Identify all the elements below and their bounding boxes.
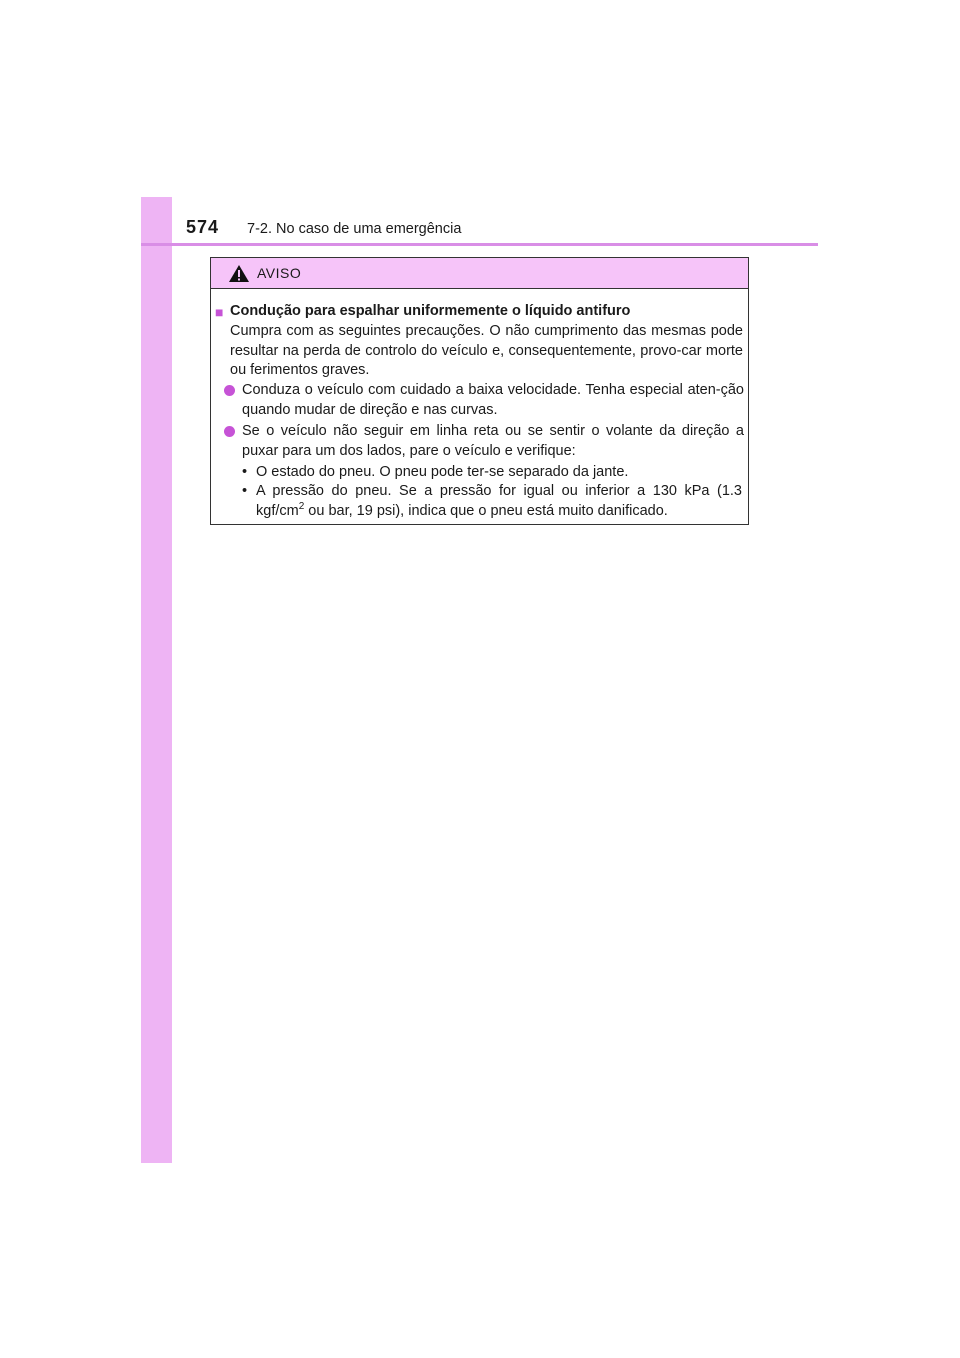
sub-list-item-text [256,482,742,521]
chapter-title: 7-2. No caso de uma emergência [247,221,462,237]
warning-box [210,257,749,525]
sub-list-item-text: O estado do pneu. O pneu pode ter-se separado da jante. [256,464,629,480]
superscript-two: 2 [298,500,305,512]
pressure-text-part1: A pressão do pneu. Se a pressão for igual ou inferior a 130 kPa (1.3 kgf/cm [256,483,742,519]
sub-bullet-marker: • [242,464,248,480]
header-rule [141,243,818,246]
page-number: 574 [186,217,220,237]
warning-header [211,258,748,289]
circle-bullet-icon [224,426,235,437]
intro-paragraph: Cumpra com as seguintes precauções. O não cumprimento das mesmas pode resultar na perda de controlo do veículo e, consequentemente, provo-car morte ou ferimentos graves. [230,323,743,378]
square-bullet-icon: ■ [215,304,224,320]
warning-title: AVISO [257,265,302,281]
list-item-text: Conduza o veículo com cuidado a baixa velocidade. Tenha especial aten-ção quando mudar de direção e nas curvas. [242,382,744,418]
circle-bullet-icon [224,385,235,396]
pressure-text-part2: ou bar, 19 psi), indica que o pneu está muito danificado. [304,502,668,519]
sub-bullet-marker: • [242,483,248,499]
warning-triangle-icon [228,264,250,288]
section-heading-text: Condução para espalhar uniformemente o líquido antifuro [230,303,631,319]
side-color-band [141,197,172,1163]
list-item-text: Se o veículo não seguir em linha reta ou se sentir o volante da direção a puxar para um dos lados, pare o veículo e verifique: [242,423,744,459]
